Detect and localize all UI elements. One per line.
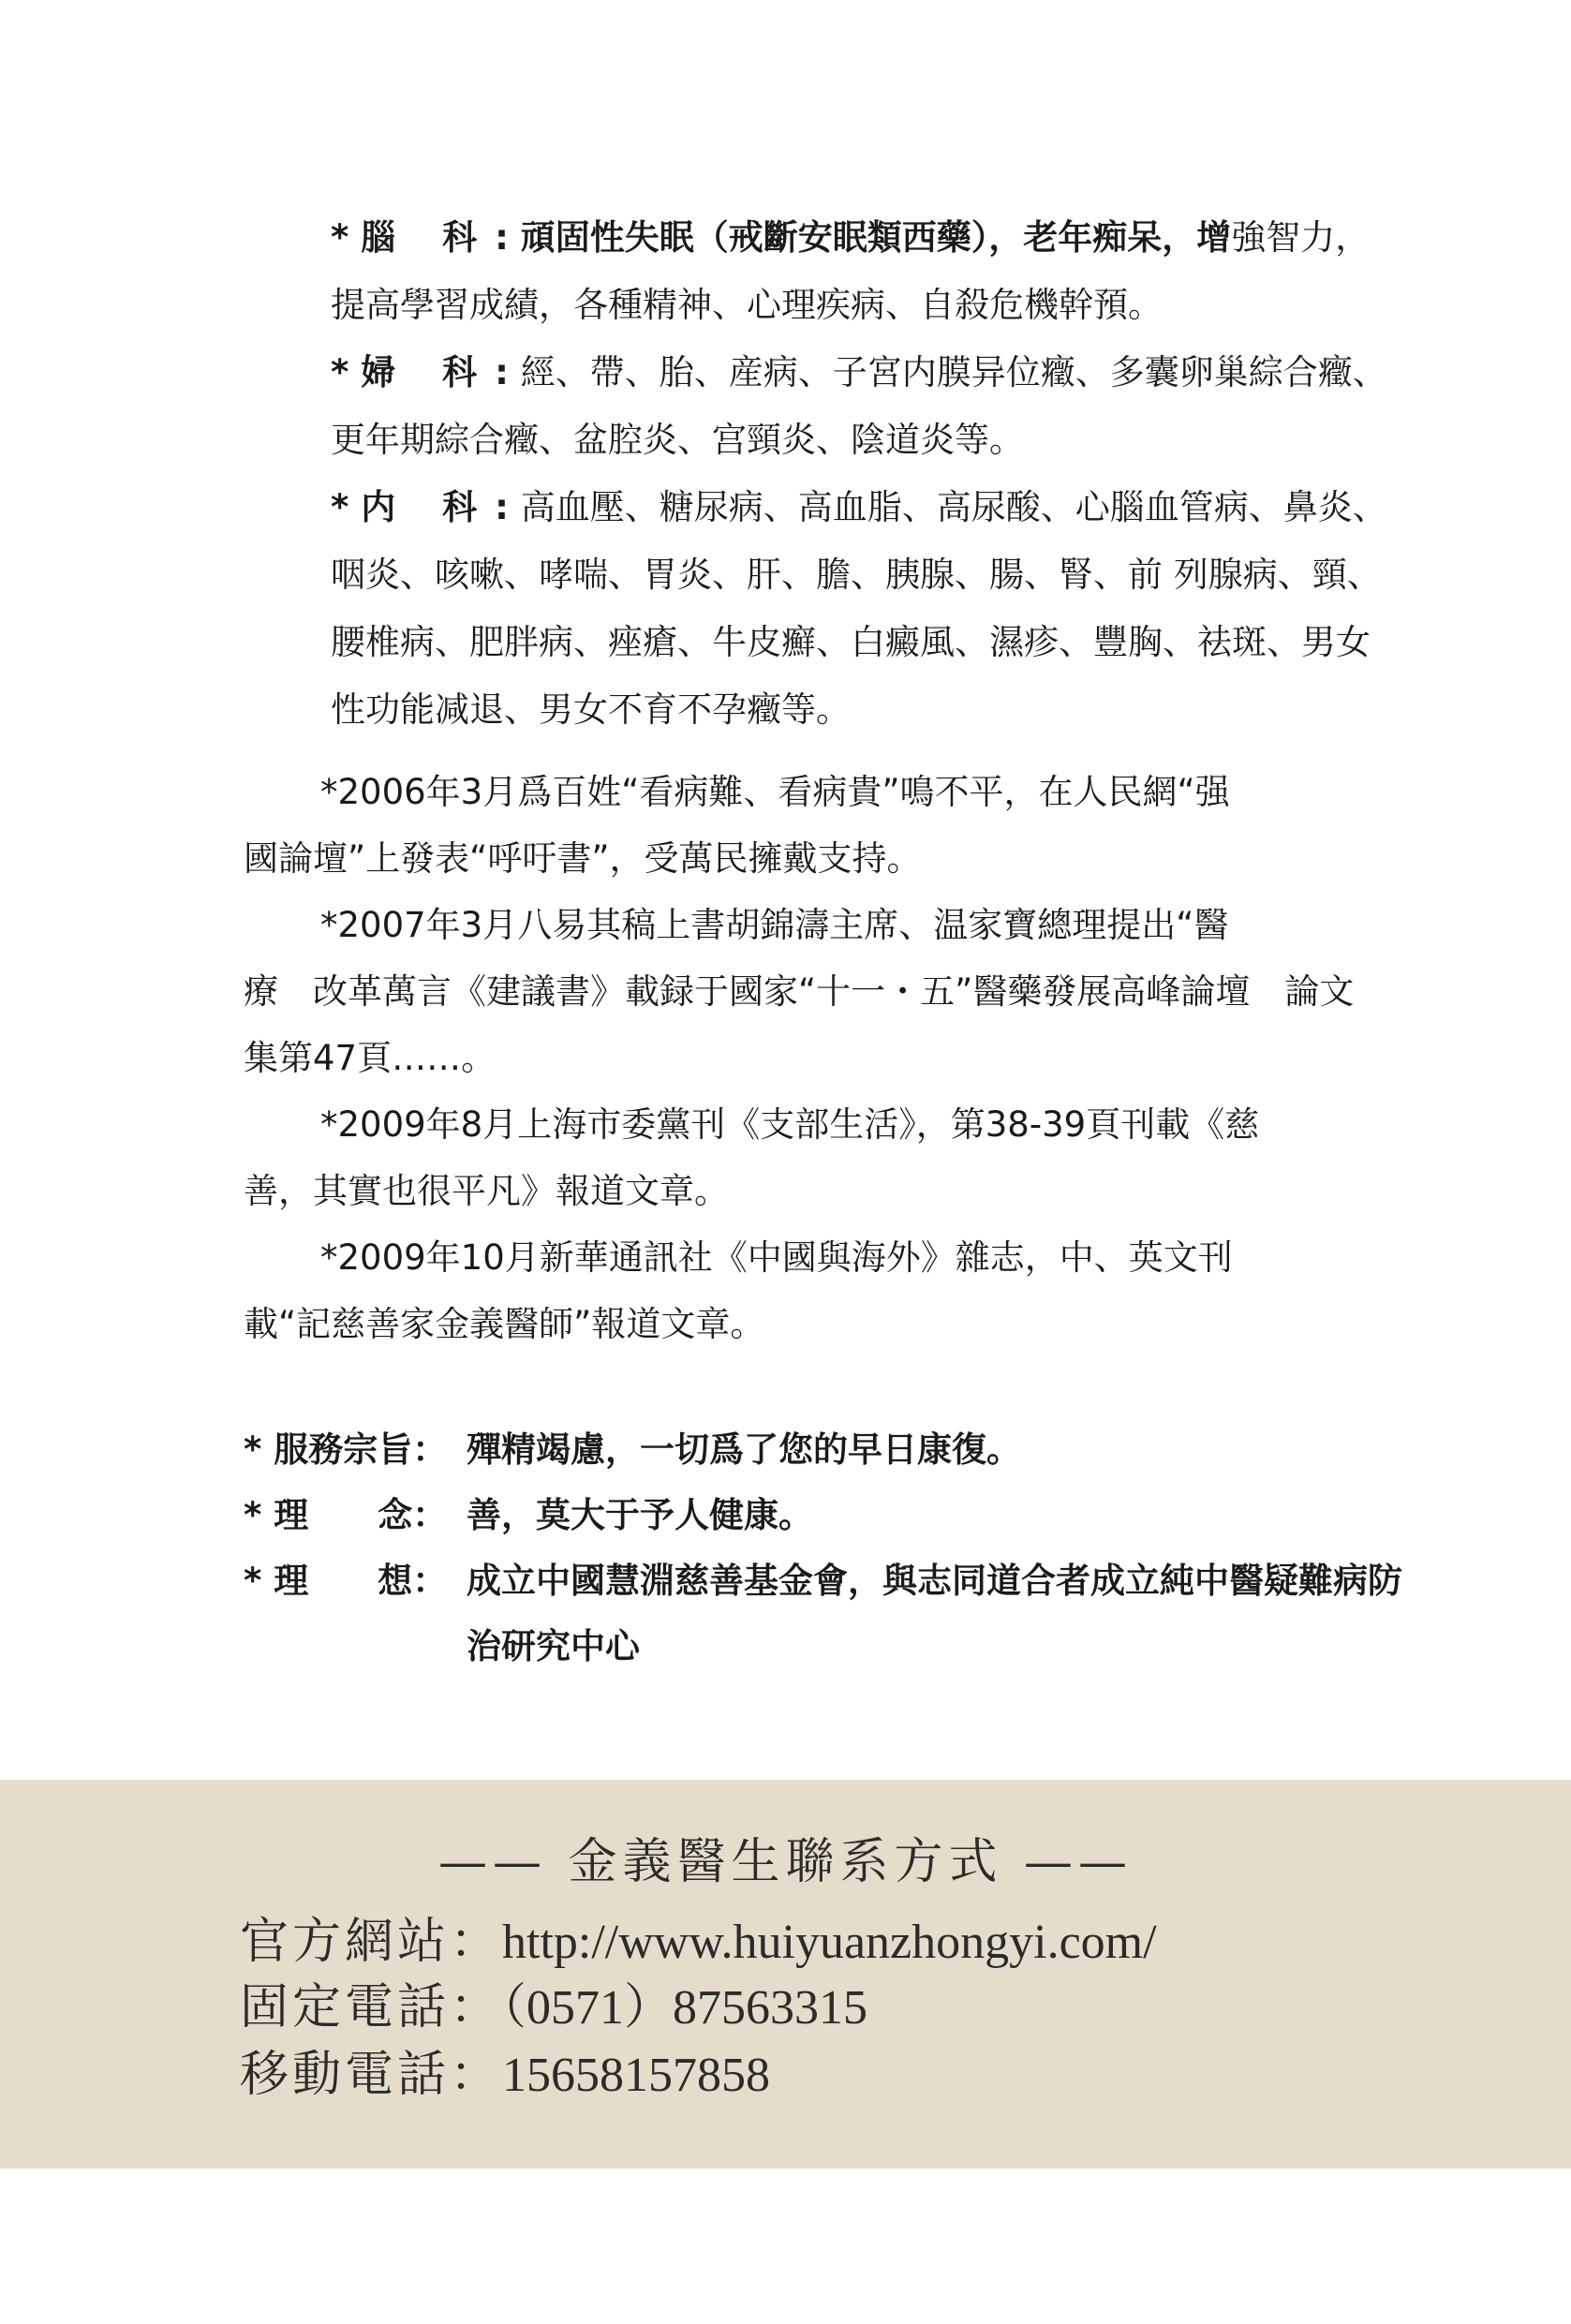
news-item-2007: [244, 892, 1358, 1091]
service-row-concept: * 理 念： 善，莫大于予人健康。: [244, 1483, 1405, 1548]
service-label: * 理 念: [244, 1495, 413, 1535]
contact-title: —— 金義醫生聯系方式 ——: [437, 1834, 1134, 1890]
news-item-2009-aug: [244, 1091, 1358, 1224]
website-link[interactable]: http://www.huiyuanzhongyi.com/: [502, 1916, 1157, 1969]
news-rest: 善，其實也很平凡》報道文章。: [244, 1171, 729, 1211]
department-gynecology: [248, 339, 1401, 474]
mobile-number: 15658157858: [502, 2049, 771, 2102]
department-bold-text: 頑固性失眠（戒斷安眠類西藥），老年痴呆，增: [520, 217, 1232, 258]
phone-label: 固定電話：: [240, 1979, 503, 2035]
news-first-line: *2006年3月爲百姓“看病難、看病貴”鳴不平，在人民網“强: [320, 772, 1230, 812]
service-row-ideal: * 理 想： 成立中國慧淵慈善基金會，與志同道合者成立純中醫疑難病防治研究中心: [244, 1548, 1405, 1680]
contact-mobile: [240, 2035, 770, 2105]
department-brain: [248, 204, 1401, 339]
bullet-star: *: [331, 487, 362, 527]
colon: :: [482, 217, 521, 258]
contact-website: [240, 1902, 1157, 1972]
service-value: 成立中國慧淵慈善基金會，與志同道合者成立純中醫疑難病防治研究中心: [467, 1561, 1402, 1666]
phone-number: （0571）87563315: [502, 1981, 868, 2035]
department-label: 腦 科: [361, 217, 478, 258]
service-value: 善，莫大于予人健康。: [467, 1495, 813, 1535]
contact-panel: [0, 1780, 1571, 2169]
news-first-line: *2009年10月新華通訊社《中國與海外》雜志，中、英文刊: [320, 1237, 1233, 1278]
news-first-line: *2009年8月上海市委黨刊《支部生活》，第38-39頁刊載《慈: [320, 1104, 1260, 1145]
mobile-label: 移動電話：: [240, 2047, 503, 2103]
bullet-star: *: [331, 352, 362, 392]
news-rest: 載“記慈善家金義醫師”報道文章。: [244, 1304, 765, 1344]
department-label: 婦 科: [361, 352, 478, 392]
department-internal: [248, 474, 1401, 744]
department-label: 内 科: [361, 487, 478, 527]
news-item-2009-oct: [244, 1224, 1358, 1357]
service-label: * 理 想: [244, 1561, 413, 1601]
contact-phone: [240, 1967, 867, 2037]
service-label: * 服務宗旨: [244, 1429, 413, 1470]
department-text: 強智力，提高學習成績，各種精神、心理疾病、自殺危機幹預。: [331, 217, 1371, 325]
website-label: 官方網站：: [240, 1914, 503, 1970]
colon: :: [482, 487, 521, 527]
service-principles: [244, 1417, 1405, 1680]
news-item-2006: [244, 759, 1358, 892]
news-rest: 國論壇”上發表“呼吁書”，受萬民擁戴支持。: [244, 838, 922, 879]
department-text: 經、帶、胎、産病、子宮内膜异位癥、多囊卵巢綜合癥、更年期綜合癥、盆腔炎、宫頸炎、陰道炎等。: [331, 352, 1387, 460]
bullet-star: *: [331, 217, 362, 258]
service-value: 殫精竭慮，一切爲了您的早日康復。: [467, 1429, 1021, 1470]
news-rest: 療 改革萬言《建議書》載録于國家“十一・五”醫藥發展高峰論壇 論文集第47頁……。: [244, 971, 1355, 1078]
colon: :: [482, 352, 521, 392]
service-row-aim: * 服務宗旨： 殫精竭慮，一切爲了您的早日康復。: [244, 1417, 1405, 1483]
news-first-line: *2007年3月八易其稿上書胡錦濤主席、温家寶總理提出“醫: [320, 905, 1229, 945]
department-text: 高血壓、糖尿病、高血脂、高尿酸、心腦血管病、鼻炎、咽炎、咳嗽、哮喘、胃炎、肝、膽、胰腺、腸、腎、前 列腺病、頸、腰椎病、肥胖病、痤瘡、牛皮癬、白癜風、濕疹、豐胸、祛斑、男女性功能减退、男女不育不孕癥等。: [331, 487, 1387, 730]
